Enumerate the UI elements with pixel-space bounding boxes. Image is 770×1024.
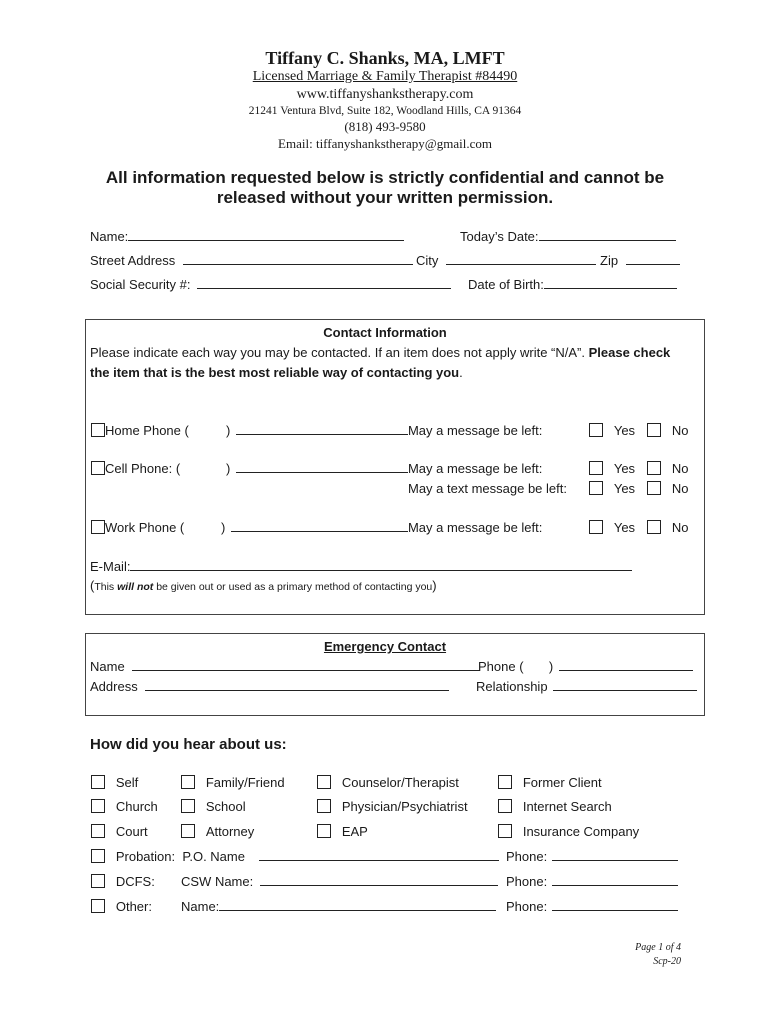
email-note: (This will not be given out or used as a primary method of contacting you) xyxy=(90,578,437,593)
referral-probation-checkbox[interactable] xyxy=(91,849,105,863)
referral-probation: Probation: P.O. Name xyxy=(91,849,245,864)
page-number: Page 1 of 4 xyxy=(635,942,681,953)
home-message-yes-checkbox[interactable] xyxy=(589,423,603,437)
work-phone-field[interactable] xyxy=(231,520,408,532)
city-field[interactable] xyxy=(446,253,596,265)
referral-dcfs: DCFS: xyxy=(91,874,155,889)
work-phone-label: Work Phone ( xyxy=(105,520,185,535)
referral-insurance-checkbox[interactable] xyxy=(498,824,512,838)
emergency-name-row xyxy=(90,659,480,674)
home-phone-field[interactable] xyxy=(236,423,408,435)
ssn-row xyxy=(90,277,451,292)
email-field[interactable] xyxy=(130,559,632,571)
referral-insurance: Insurance Company xyxy=(498,824,639,839)
emergency-name-field[interactable] xyxy=(132,659,480,671)
cell-message-label: May a message be left: xyxy=(407,461,543,476)
zip-row xyxy=(600,253,680,268)
home-message-options: Yes xyxy=(589,423,635,438)
zip-label: Zip xyxy=(600,253,619,268)
referral-court: Court xyxy=(91,824,148,839)
cell-message-no-checkbox[interactable] xyxy=(647,461,661,475)
cell-phone-label: Cell Phone: ( xyxy=(105,461,181,476)
contact-instructions-bold2: the item that is the best most reliable way of contacting you xyxy=(90,365,460,380)
cell-phone-field[interactable] xyxy=(236,461,408,473)
referral-former-client: Former Client xyxy=(498,775,602,790)
work-message-yes-checkbox[interactable] xyxy=(589,520,603,534)
therapist-name: Tiffany C. Shanks, MA, LMFT xyxy=(265,48,505,68)
work-phone-checkbox[interactable] xyxy=(91,520,105,534)
emergency-address-field[interactable] xyxy=(145,679,449,691)
referral-internet-checkbox[interactable] xyxy=(498,799,512,813)
csw-name-field[interactable] xyxy=(260,874,498,886)
street-row xyxy=(90,253,413,268)
referral-court-checkbox[interactable] xyxy=(91,824,105,838)
cell-text-label: May a text message be left: xyxy=(408,481,567,496)
referral-church-checkbox[interactable] xyxy=(91,799,105,813)
po-name-field[interactable] xyxy=(259,849,499,861)
other-phone-field[interactable] xyxy=(552,899,678,911)
home-phone-checkbox[interactable] xyxy=(91,423,105,437)
city-row xyxy=(416,253,596,268)
po-phone-label: Phone: xyxy=(506,849,548,864)
contact-instructions-line2: the item that is the best most reliable way of contacting you. xyxy=(90,365,463,380)
other-name-label: Name: xyxy=(181,899,220,914)
referral-church: Church xyxy=(91,799,158,814)
todays-date-field[interactable] xyxy=(539,229,676,241)
emergency-relationship-field[interactable] xyxy=(553,679,697,691)
referral-counselor-checkbox[interactable] xyxy=(317,775,331,789)
client-name-field[interactable] xyxy=(128,229,404,241)
dob-row xyxy=(468,277,677,292)
referral-school-checkbox[interactable] xyxy=(181,799,195,813)
todays-date-label: Today’s Date: xyxy=(460,229,539,244)
home-message-no-checkbox[interactable] xyxy=(647,423,661,437)
emergency-contact-title: Emergency Contact xyxy=(323,639,447,654)
street-field[interactable] xyxy=(183,253,413,265)
csw-name-label: CSW Name: xyxy=(181,874,254,889)
csw-phone-label: Phone: xyxy=(506,874,548,889)
cell-text-yes-checkbox[interactable] xyxy=(589,481,603,495)
referral-family: Family/Friend xyxy=(181,775,285,790)
referral-other-checkbox[interactable] xyxy=(91,899,105,913)
ssn-field[interactable] xyxy=(197,277,451,289)
email-row xyxy=(90,559,632,574)
office-email: Email: tiffanyshankstherapy@gmail.com xyxy=(278,136,492,151)
emergency-relationship-label: Relationship xyxy=(476,679,548,694)
form-code: Scp-20 xyxy=(653,956,681,967)
referral-attorney: Attorney xyxy=(181,824,254,839)
home-phone-label: Home Phone ( xyxy=(105,423,189,438)
emergency-address-label: Address xyxy=(90,679,138,694)
referral-self: Self xyxy=(91,775,138,790)
work-message-label: May a message be left: xyxy=(407,520,543,535)
cell-phone-checkbox[interactable] xyxy=(91,461,105,475)
zip-field[interactable] xyxy=(626,253,680,265)
office-phone: (818) 493-9580 xyxy=(344,119,426,134)
referral-eap-checkbox[interactable] xyxy=(317,824,331,838)
cell-phone-row xyxy=(91,461,180,476)
referral-other: Other: xyxy=(91,899,152,914)
referral-dcfs-checkbox[interactable] xyxy=(91,874,105,888)
street-label: Street Address xyxy=(90,253,176,268)
emergency-phone-label: Phone ( xyxy=(478,659,524,674)
referral-internet: Internet Search xyxy=(498,799,612,814)
license-line: Licensed Marriage & Family Therapist #84490 xyxy=(252,69,518,84)
other-name-field[interactable] xyxy=(219,899,496,911)
contact-instructions-text: Please indicate each way you may be contacted. If an item does not apply write “N/A”. xyxy=(90,345,585,360)
office-address: 21241 Ventura Blvd, Suite 182, Woodland Hills, CA 91364 xyxy=(248,105,522,117)
contact-info-title: Contact Information xyxy=(323,325,447,340)
work-phone-row xyxy=(91,520,184,535)
website: www.tiffanyshankstherapy.com xyxy=(296,87,474,102)
contact-instructions-line1 xyxy=(90,345,670,360)
ssn-label: Social Security #: xyxy=(90,277,191,292)
referral-physician: Physician/Psychiatrist xyxy=(317,799,468,814)
contact-instructions-bold: Please check xyxy=(588,345,671,360)
city-label: City xyxy=(416,253,439,268)
cell-text-no-checkbox[interactable] xyxy=(647,481,661,495)
work-message-no-checkbox[interactable] xyxy=(647,520,661,534)
emergency-address-row xyxy=(90,679,449,694)
client-name-label: Name: xyxy=(90,229,129,244)
home-phone-row xyxy=(91,423,189,438)
referral-attorney-checkbox[interactable] xyxy=(181,824,195,838)
po-phone-field[interactable] xyxy=(552,849,678,861)
email-label: E-Mail: xyxy=(90,559,131,574)
home-message-label: May a message be left: xyxy=(407,423,543,438)
other-phone-label: Phone: xyxy=(506,899,548,914)
dob-label: Date of Birth: xyxy=(468,277,544,292)
po-name-label: P.O. Name xyxy=(182,849,245,864)
emergency-relationship-row xyxy=(476,679,697,694)
emergency-phone-field[interactable] xyxy=(559,659,693,671)
todays-date-row xyxy=(460,229,676,244)
referral-physician-checkbox[interactable] xyxy=(317,799,331,813)
client-name-row xyxy=(90,229,404,244)
emergency-phone-row: Phone ( ) xyxy=(478,659,693,674)
referral-school: School xyxy=(181,799,246,814)
referral-family-checkbox[interactable] xyxy=(181,775,195,789)
cell-message-yes-checkbox[interactable] xyxy=(589,461,603,475)
dob-field[interactable] xyxy=(544,277,677,289)
referral-title: How did you hear about us: xyxy=(90,736,287,753)
referral-eap: EAP xyxy=(317,824,368,839)
csw-phone-field[interactable] xyxy=(552,874,678,886)
confidential-notice-line2: released without your written permission. xyxy=(216,188,554,207)
confidential-notice-line1: All information requested below is strictly confidential and cannot be xyxy=(105,168,665,187)
referral-former-client-checkbox[interactable] xyxy=(498,775,512,789)
referral-counselor: Counselor/Therapist xyxy=(317,775,459,790)
emergency-name-label: Name xyxy=(90,659,125,674)
referral-self-checkbox[interactable] xyxy=(91,775,105,789)
